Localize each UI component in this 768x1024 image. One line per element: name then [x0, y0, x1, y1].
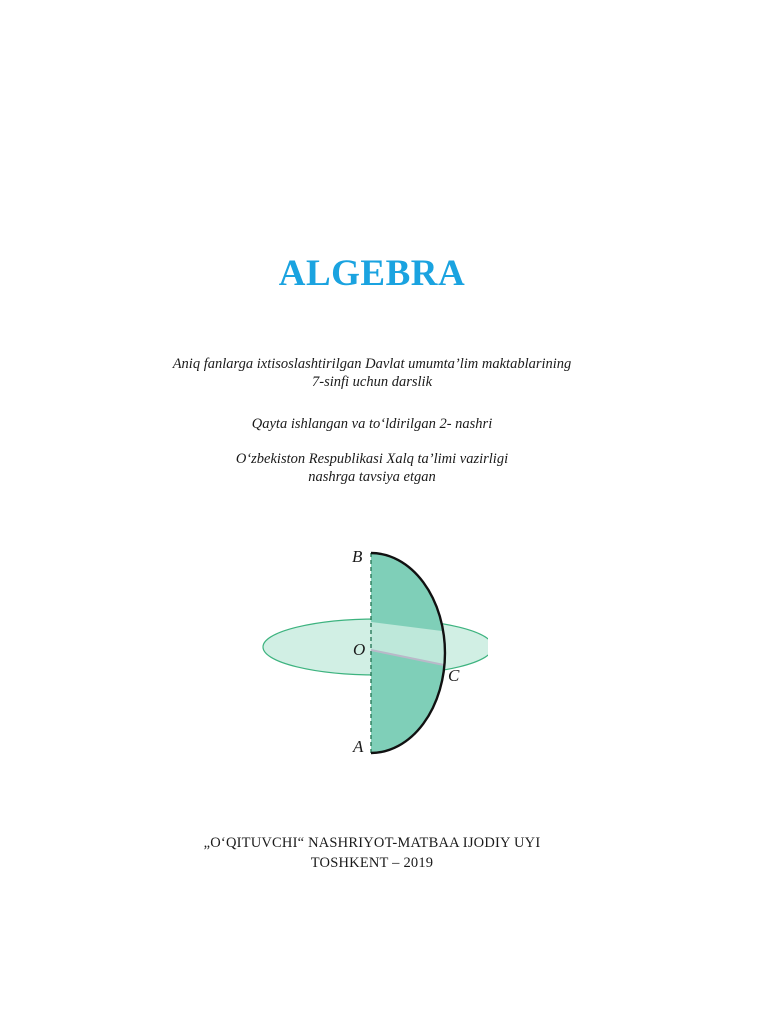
geometry-figure — [258, 544, 488, 760]
approval-line-2: nashrga tavsiya etgan — [308, 469, 436, 485]
description-line-1: Aniq fanlarga ixtisoslashtirilgan Davlat umumta’lim maktablarining — [172, 356, 572, 372]
half-disc-plane-diagram — [258, 544, 488, 760]
half-disc-lower — [371, 650, 444, 753]
book-description — [0, 355, 744, 391]
publication-place-year: TOSHKENT – 2019 — [310, 855, 434, 871]
label-A: A — [353, 737, 364, 756]
edition-note: Qayta ishlangan va to‘ldirilgan 2- nashri — [251, 416, 493, 432]
label-O: O — [353, 640, 366, 659]
description-line-2: 7-sinfi uchun darslik — [311, 374, 433, 390]
book-title: ALGEBRA — [278, 253, 466, 294]
publisher-name: „O‘QITUVCHI“ NASHRIYOT-MATBAA IJODIY UYI — [203, 835, 541, 851]
approval-line-1: O‘zbekiston Respublikasi Xalq ta’limi vazirligi — [235, 451, 509, 467]
label-C: C — [448, 666, 460, 685]
approval-note — [0, 450, 744, 486]
label-B: B — [352, 547, 363, 566]
